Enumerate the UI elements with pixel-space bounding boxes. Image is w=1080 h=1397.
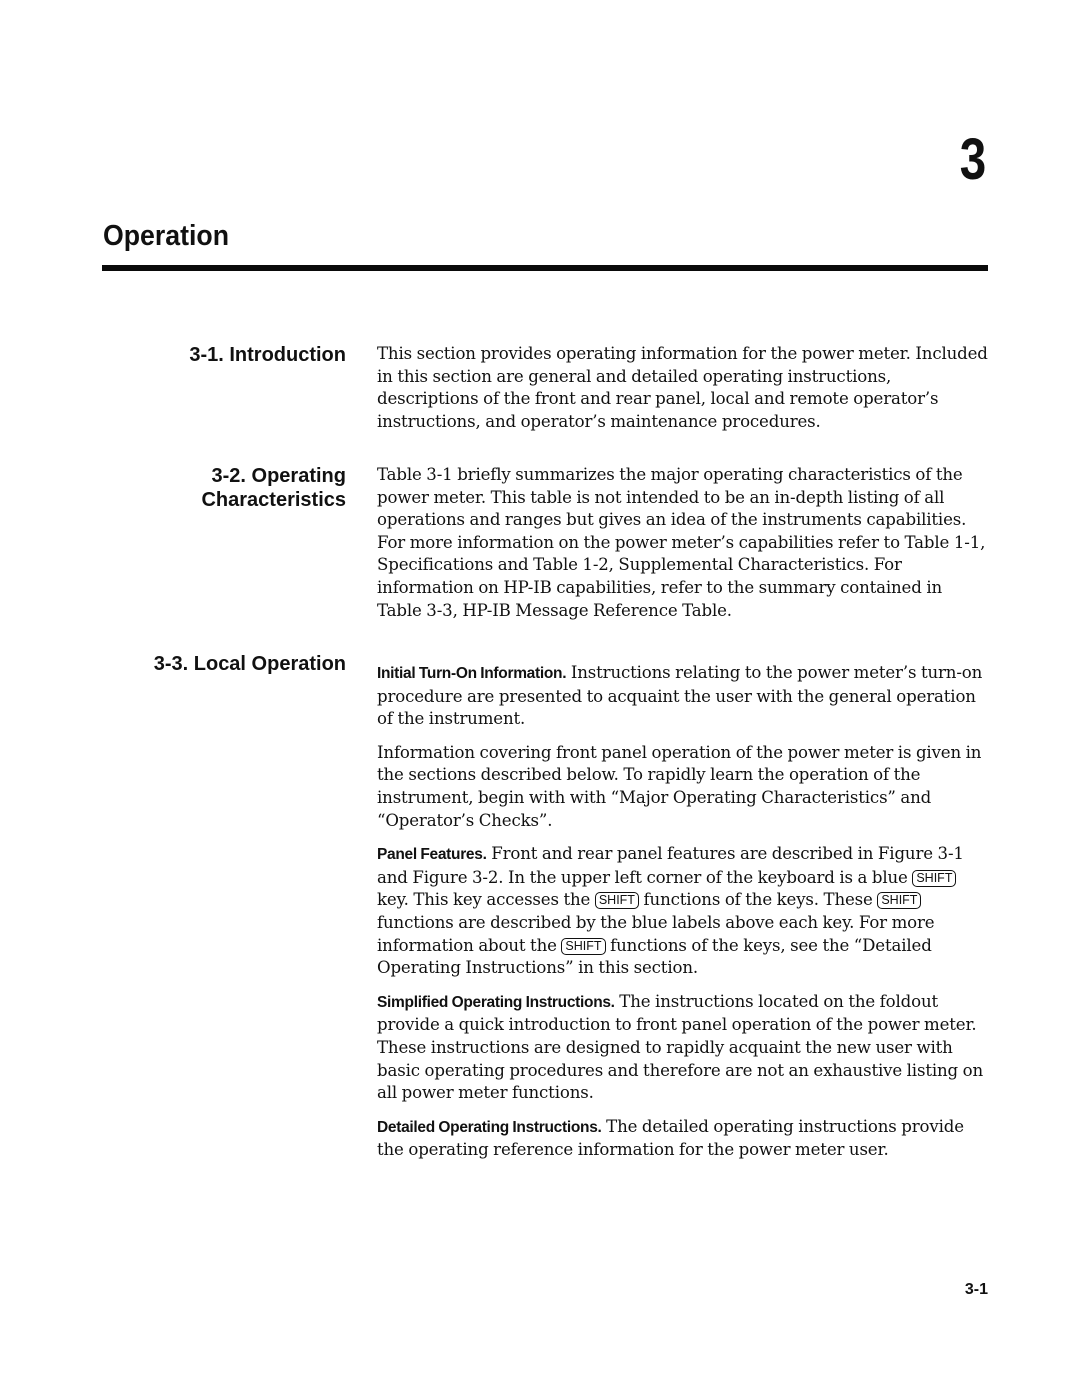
run-in-heading: Simplified Operating Instructions. [377, 993, 615, 1011]
section-heading-introduction: 3-1. Introduction [189, 344, 346, 366]
paragraph-text: The instructions located on the foldout provide a quick introduction to front panel operation of the power meter. These instructions are designed to rapidly acquaint the new user with basic operating procedures and therefore are not an exhaustive listing on all power meter functions. [377, 991, 984, 1103]
run-in-heading: Detailed Operating Instructions. [377, 1118, 602, 1136]
chapter-title: Operation [103, 220, 230, 252]
paragraph-text: functions are described by the blue labels above each key. For more information about the [377, 912, 935, 955]
operating-characteristics-paragraph: Table 3-1 briefly summarizes the major operating characteristics of the power meter. This table is not intended to be an in-depth listing of all operations and ranges but gives an idea of the instruments capabilities. For more information on the power meter’s capabilities refer to Table 1-1, Specifications and Table 1-2, Supplemental Characteristics. For information on HP-IB capabilities, refer to the summary contained in Table 3-3, HP-IB Message Reference Table. [377, 465, 986, 620]
paragraph-text: key. This key accesses the [377, 890, 595, 910]
section-body-introduction [377, 343, 989, 433]
shift-key-icon: SHIFT [595, 892, 639, 909]
section-body-operating-characteristics [377, 464, 989, 622]
run-in-heading: Panel Features. [377, 846, 487, 864]
panel-features-paragraph [377, 843, 989, 980]
paragraph-text: functions of the keys, see the “Detailed Operating Instructions” in this section. [377, 935, 932, 978]
heading-line: Characteristics [201, 489, 346, 511]
paragraph-text: The detailed operating instructions provide the operating reference information for the power meter user. [377, 1116, 964, 1160]
detailed-instructions-paragraph [377, 1116, 989, 1162]
title-rule [102, 265, 988, 271]
introduction-paragraph: This section provides operating information for the power meter. Included in this section are general and detailed operating instructions, descriptions of the front and rear panel, local and remote operator’s instructions, and operator’s maintenance procedures. [377, 344, 988, 431]
shift-key-icon: SHIFT [561, 938, 605, 955]
section-heading-local-operation: 3-3. Local Operation [153, 653, 346, 675]
front-panel-info-paragraph: Information covering front panel operation of the power meter is given in the sections described below. To rapidly learn the operation of the instrument, begin with with “Major Operating Characteristics” and “Operator’s Checks”. [377, 742, 982, 830]
page-number: 3-1 [964, 1281, 988, 1298]
paragraph-text: Instructions relating to the power meter’s turn-on procedure are presented to acquaint the user with the general operation of the instrument. [377, 663, 983, 729]
run-in-heading: Initial Turn-On Information. [377, 665, 567, 682]
heading-line: 3-2. Operating [211, 465, 346, 487]
shift-key-icon: SHIFT [912, 870, 956, 887]
initial-turn-on-paragraph [377, 662, 989, 731]
section-body-local-operation [377, 662, 989, 1162]
chapter-number: 3 [959, 127, 986, 192]
section-heading-operating-characteristics [86, 464, 346, 512]
paragraph-text: Front and rear panel features are described in Figure 3-1 and Figure 3-2. In the upper left corner of the keyboard is a blue [377, 844, 964, 887]
paragraph-text: functions of the keys. These [638, 890, 878, 910]
shift-key-icon: SHIFT [877, 892, 921, 909]
simplified-instructions-paragraph [377, 991, 989, 1105]
